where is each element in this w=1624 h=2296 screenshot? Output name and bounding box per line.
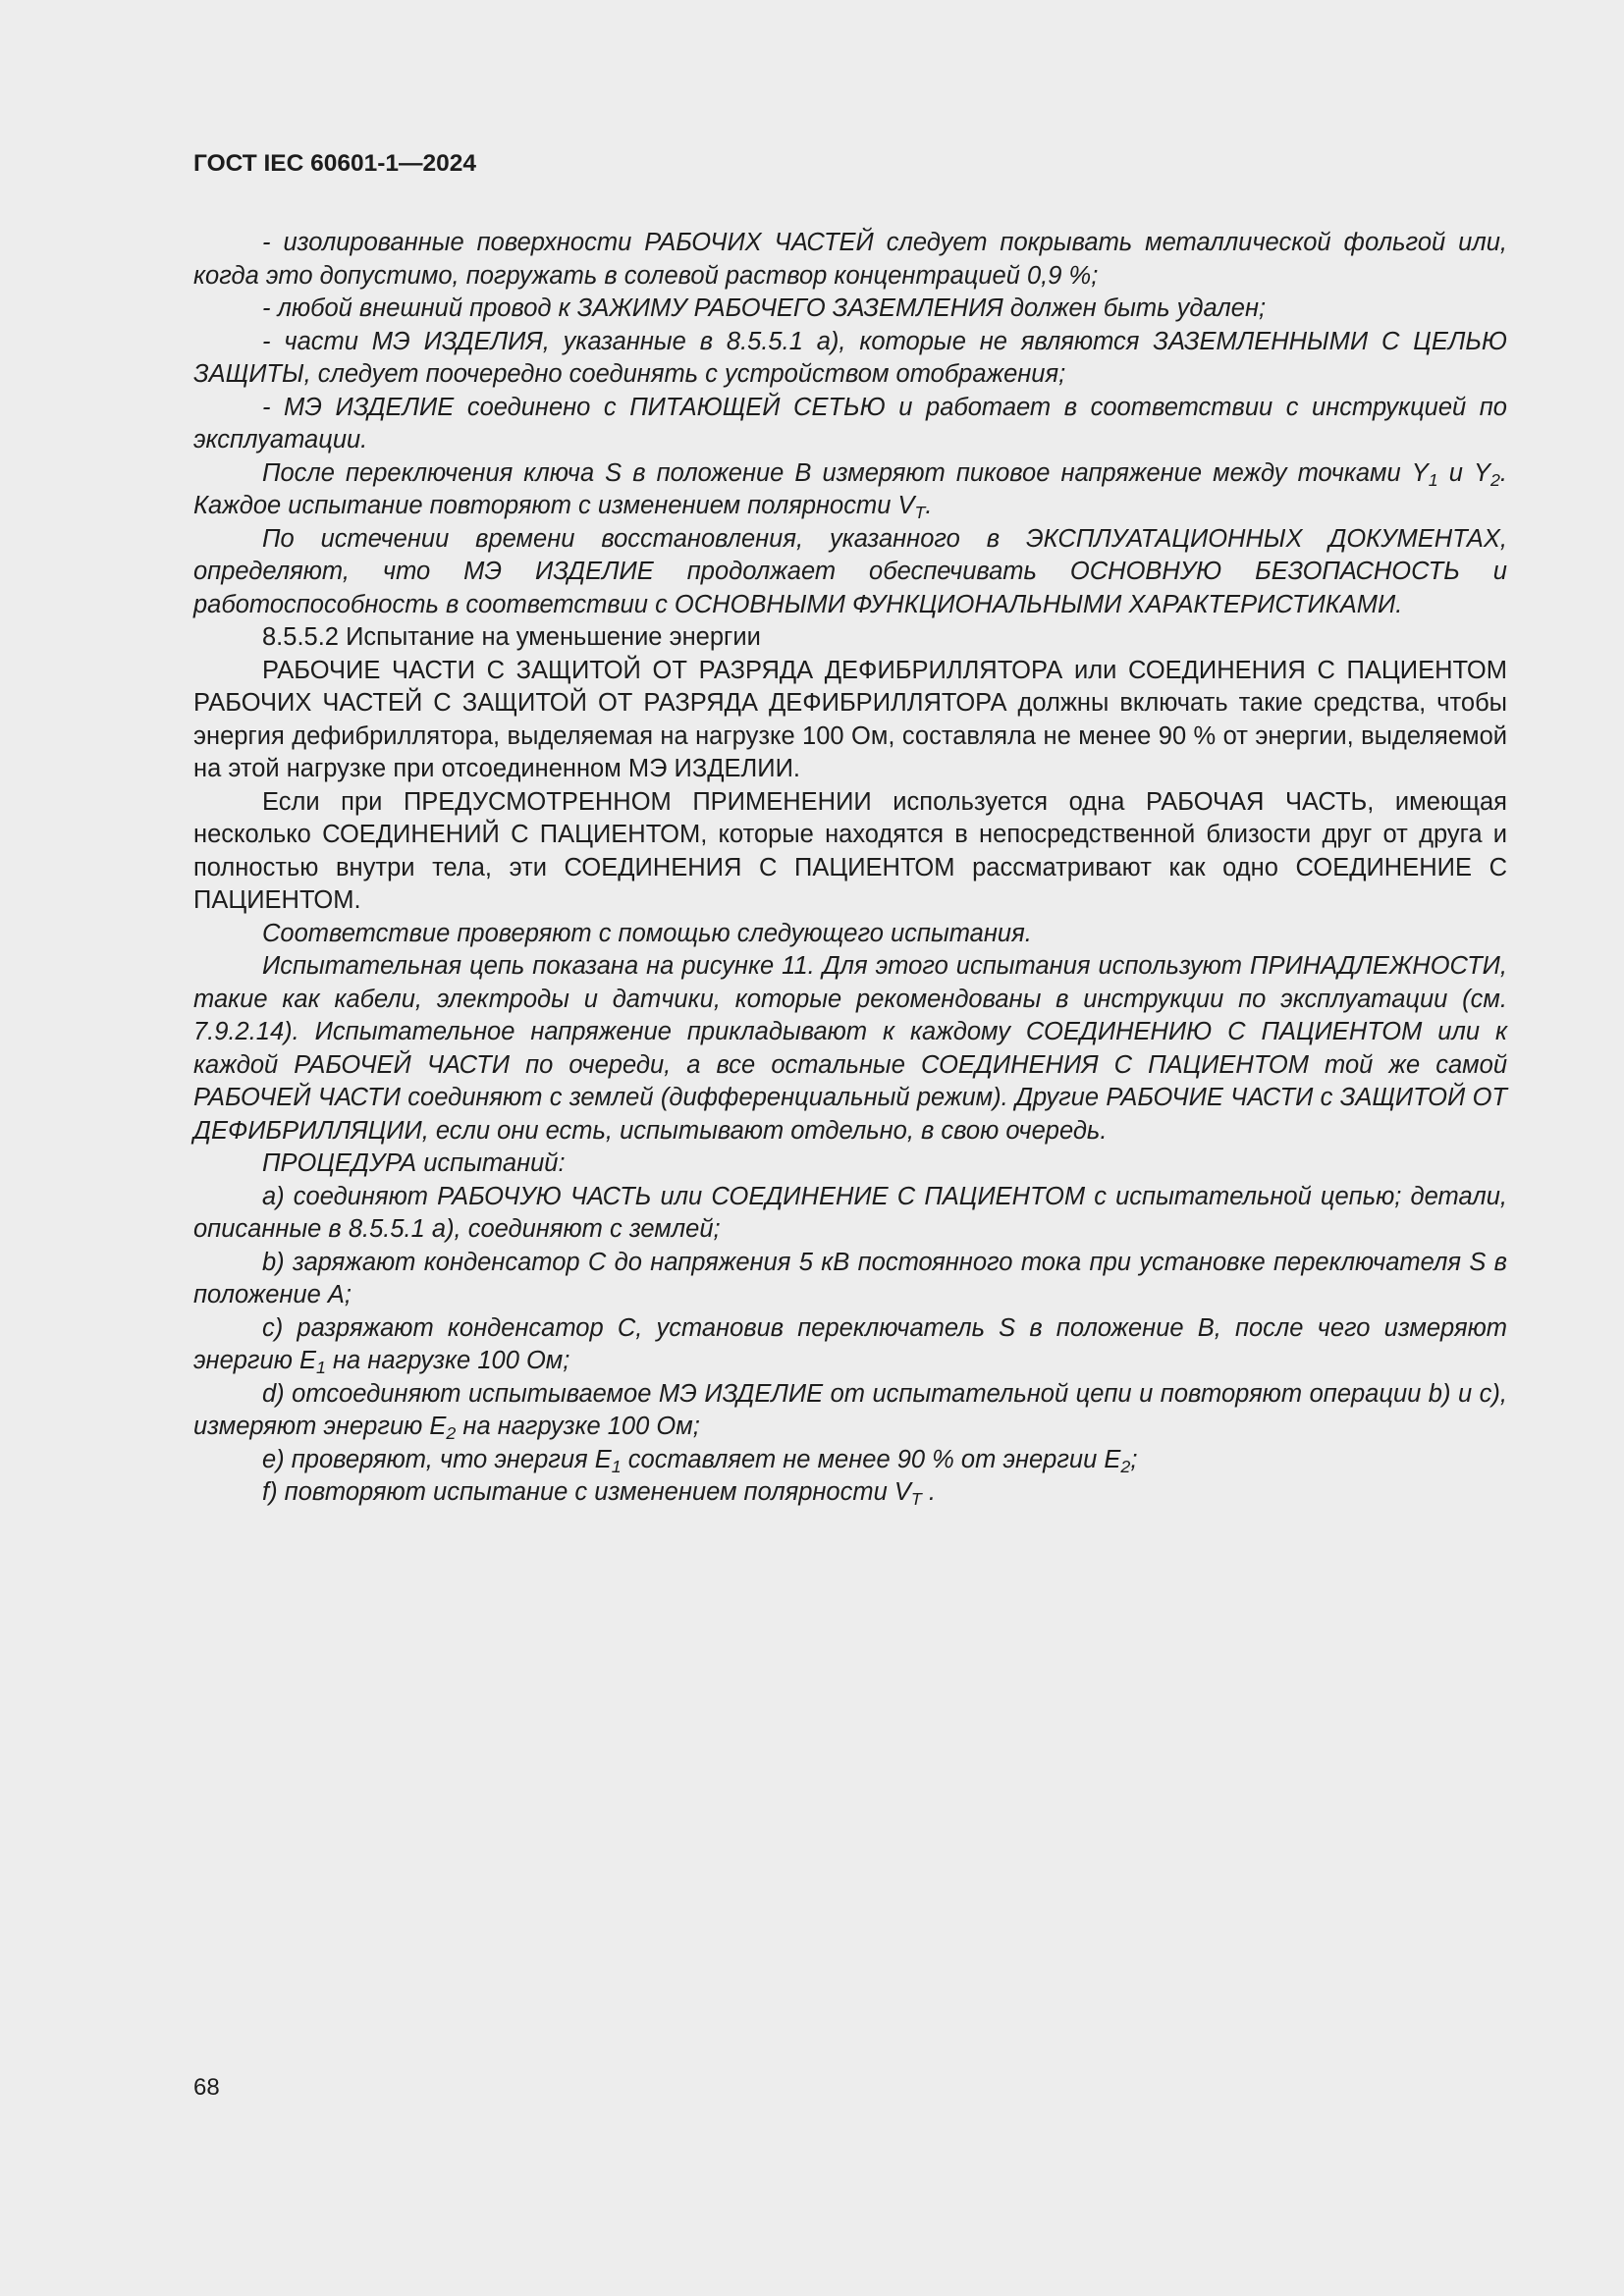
paragraph-recovery-time: По истечении времени восстановления, указанного в ЭКСПЛУАТАЦИОННЫХ ДОКУМЕНТАХ, определяют, что МЭ ИЗДЕЛИЕ продолжает обеспечивать ОСНОВНУЮ БЕЗОПАСНОСТЬ и работоспособность в соответствии с ОСНОВНЫМИ ФУНКЦИОНАЛЬНЫМИ ХАРАКТЕРИСТИКАМИ.	[193, 524, 1507, 618]
text-run: .	[925, 492, 933, 519]
text-run: составляет не менее 90 % от энергии E	[621, 1445, 1121, 1473]
subscript: T	[914, 502, 926, 522]
section-heading-8-5-5-2: 8.5.5.2 Испытание на уменьшение энергии	[262, 623, 761, 651]
text-run: После переключения ключа S в положение В измеряют пиковое напряжение между точками Y	[262, 458, 1429, 487]
paragraph-peak-voltage-measurement	[193, 457, 1507, 523]
document-body	[193, 227, 1507, 1510]
procedure-step-e	[193, 1444, 1507, 1477]
subscript: 1	[1428, 469, 1438, 490]
subscript: 1	[315, 1357, 326, 1377]
paragraph-supply-mains: - МЭ ИЗДЕЛИЕ соединено с ПИТАЮЩЕЙ СЕТЬЮ и работает в соответствии с инструкцией по эксплуатации.	[193, 393, 1507, 454]
text-run: e) проверяют, что энергия E	[262, 1445, 612, 1473]
paragraph-procedure-heading: ПРОЦЕДУРА испытаний:	[262, 1149, 566, 1177]
text-run: c) разряжают конденсатор С, установив переключатель S в положение В, после чего измеряют энергию E	[193, 1313, 1507, 1374]
document-header: ГОСТ IEC 60601-1—2024	[193, 150, 477, 177]
paragraph-test-circuit: Испытательная цепь показана на рисунке 11. Для этого испытания используют ПРИНАДЛЕЖНОСТИ, такие как кабели, электроды и датчики, которые рекомендованы в инструкции по эксплуатации (см. 7.9.2.14). Испытательное напряжение прикладывают к каждому СОЕДИНЕНИЮ С ПАЦИЕНТОМ или к каждой РАБОЧЕЙ ЧАСТИ по очереди, а все остальные СОЕДИНЕНИЯ С ПАЦИЕНТОМ той же самой РАБОЧЕЙ ЧАСТИ соединяют с землей (дифференциальный режим). Другие РАБОЧИЕ ЧАСТИ с ЗАЩИТОЙ ОТ ДЕФИБРИЛЛЯЦИИ, если они есть, испытывают отдельно, в свою очередь.	[193, 952, 1507, 1145]
page-number: 68	[193, 2074, 220, 2101]
procedure-step-d	[193, 1378, 1507, 1444]
paragraph-defibrillation-proof-parts: РАБОЧИЕ ЧАСТИ С ЗАЩИТОЙ ОТ РАЗРЯДА ДЕФИБРИЛЛЯТОРА или СОЕДИНЕНИЯ С ПАЦИЕНТОМ РАБОЧИХ ЧАСТЕЙ С ЗАЩИТОЙ ОТ РАЗРЯДА ДЕФИБРИЛЛЯТОРА должны включать такие средства, чтобы энергия дефибриллятора, выделяемая на нагрузке 100 Ом, составляла не менее 90 % от энергии, выделяемой на этой нагрузке при отсоединенном МЭ ИЗДЕЛИИ.	[193, 656, 1507, 782]
procedure-step-f	[193, 1476, 1507, 1510]
text-run: . Каждое испытание повторяют с изменением полярности V	[193, 458, 1507, 519]
procedure-step-c	[193, 1312, 1507, 1378]
paragraph-insulated-surfaces: - изолированные поверхности РАБОЧИХ ЧАСТЕЙ следует покрывать металлической фольгой или, когда это допустимо, погружать в солевой раствор концентрацией 0,9 %;	[193, 229, 1507, 290]
procedure-step-b: b) заряжают конденсатор С до напряжения 5 кВ постоянного тока при установке переключателя S в положение А;	[193, 1248, 1507, 1308]
text-run: на нагрузке 100 Ом;	[456, 1413, 700, 1440]
text-run: d) отсоединяют испытываемое МЭ ИЗДЕЛИЕ от испытательной цепи и повторяют операции b) и c), измеряют энергию E	[193, 1379, 1507, 1440]
subscript: 2	[446, 1422, 457, 1443]
paragraph-compliance-check: Соответствие проверяют с помощью следующего испытания.	[262, 919, 1032, 947]
text-run: на нагрузке 100 Ом;	[325, 1347, 570, 1374]
paragraph-single-applied-part: Если при ПРЕДУСМОТРЕННОМ ПРИМЕНЕНИИ используется одна РАБОЧАЯ ЧАСТЬ, имеющая несколько СОЕДИНЕНИЙ С ПАЦИЕНТОМ, которые находятся в непосредственной близости друг от друга и полностью внутри тела, эти СОЕДИНЕНИЯ С ПАЦИЕНТОМ рассматривают как одно СОЕДИНЕНИЕ С ПАЦИЕНТОМ.	[193, 787, 1507, 914]
paragraph-me-equipment-parts: - части МЭ ИЗДЕЛИЯ, указанные в 8.5.5.1 а), которые не являются ЗАЗЕМЛЕННЫМИ С ЦЕЛЬЮ ЗАЩИТЫ, следует поочередно соединять с устройством отображения;	[193, 327, 1507, 388]
procedure-step-a: a) соединяют РАБОЧУЮ ЧАСТЬ или СОЕДИНЕНИЕ С ПАЦИЕНТОМ с испытательной цепью; детали, описанные в 8.5.5.1 а), соединяют с землей;	[193, 1182, 1507, 1243]
subscript: 2	[1120, 1456, 1131, 1476]
text-run: и Y	[1437, 458, 1490, 487]
paragraph-functional-earth-wire: - любой внешний провод к ЗАЖИМУ РАБОЧЕГО ЗАЗЕМЛЕНИЯ должен быть удален;	[262, 294, 1267, 322]
text-run: .	[921, 1478, 936, 1506]
text-run: f) повторяют испытание с изменением полярности V	[262, 1478, 911, 1506]
subscript: T	[910, 1488, 922, 1509]
subscript: 1	[611, 1456, 622, 1476]
text-run: ;	[1130, 1445, 1138, 1473]
subscript: 2	[1489, 469, 1500, 490]
